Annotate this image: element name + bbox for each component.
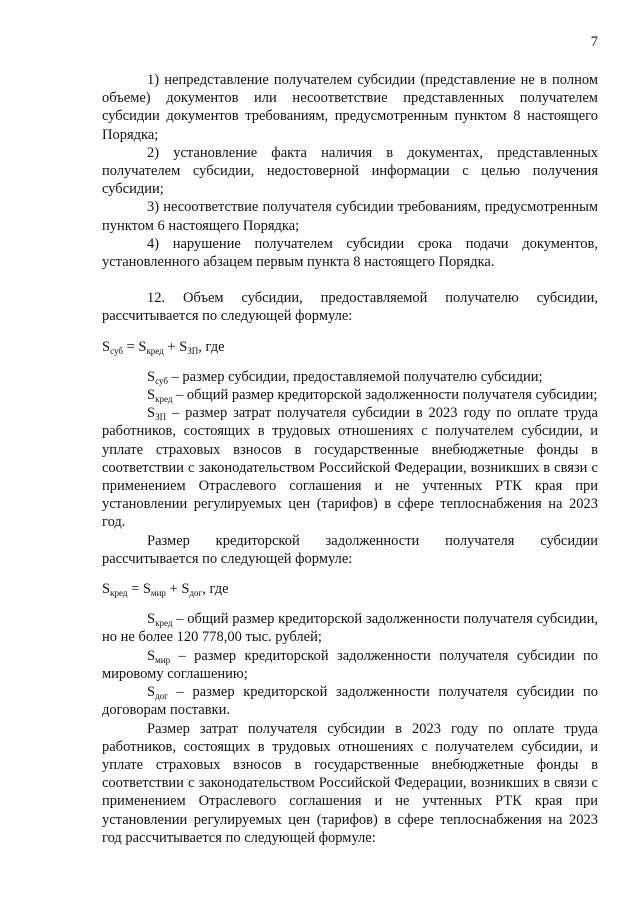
section-12-intro: 12. Объем субсидии, предоставляемой получателю субсидии, рассчитывается по следующей формуле: bbox=[102, 290, 598, 325]
formula-subsidy: $S_{суб} = S_{кред} + S_{ЗП}$, где bbox=[102, 338, 225, 356]
list-item-2: 2) установление факта наличия в документах, представленных получателем субсидии, недостоверной информации с целью получения субсидии; bbox=[102, 144, 598, 198]
page-number: 7 bbox=[590, 34, 598, 50]
document-body bbox=[102, 71, 598, 847]
zp-intro: Размер затрат получателя субсидии в 2023 году по оплате труда работников, состоящих в трудовых отношениях с получателем субсидии, и уплате страховых взносов в государственные внебюджетные фонды в соответствии с законодательством Российской Федерации, возникших в связи с применением Отраслевого соглашения и не учтенных РТК края при установлении регулируемых цен (тарифов) в сфере теплоснабжения на 2023 год рассчитывается по следующей формуле: bbox=[102, 720, 598, 846]
definition-s-kred-limit: $S_{кред}$ – общий размер кредиторской задолженности получателя субсидии, но не более 120 778,00 тыс. рублей; bbox=[102, 611, 598, 646]
formula-kred: $S_{кред} = S_{мир} + S_{дог}$, где bbox=[102, 581, 229, 599]
definition-s-sub: $S_{суб}$ – размер субсидии, предоставляемой получателю субсидии; bbox=[147, 368, 543, 386]
list-item-1: 1) непредставление получателем субсидии (представление не в полном объеме) документов или несоответствие представленных получателем субсидии документов требованиям, предусмотренным пунктом 8 настоящего Порядка; bbox=[102, 72, 598, 143]
list-item-3: 3) несоответствие получателя субсидии требованиям, предусмотренным пунктом 6 настоящего Порядка; bbox=[102, 199, 598, 234]
definition-s-mir: $S_{мир}$ – размер кредиторской задолженности получателя субсидии по мировому соглашению; bbox=[102, 647, 598, 682]
kred-intro: Размер кредиторской задолженности получателя субсидии рассчитывается по следующей формуле: bbox=[102, 532, 598, 567]
definition-s-dog: $S_{дог}$ – размер кредиторской задолженности получателя субсидии по договорам поставки. bbox=[102, 684, 598, 719]
list-item-4: 4) нарушение получателем субсидии срока подачи документов, установленного абзацем первым пункта 8 настоящего Порядка. bbox=[102, 235, 598, 271]
definition-s-kred: $S_{кред}$ – общий размер кредиторской задолженности получателя субсидии; bbox=[147, 387, 598, 405]
definition-s-zp: $S_{ЗП}$ – размер затрат получателя субсидии в 2023 году по оплате труда работников, состоящих в трудовых отношениях с получателем субсидии, и уплате страховых взносов в государственные внебюджетные фонды в соответствии с законодательством Российской Федерации, возникших в связи с применением Отраслевого соглашения и не учтенных РТК края при установлении регулируемых цен (тарифов) в сфере теплоснабжения на 2023 год. bbox=[102, 405, 598, 531]
